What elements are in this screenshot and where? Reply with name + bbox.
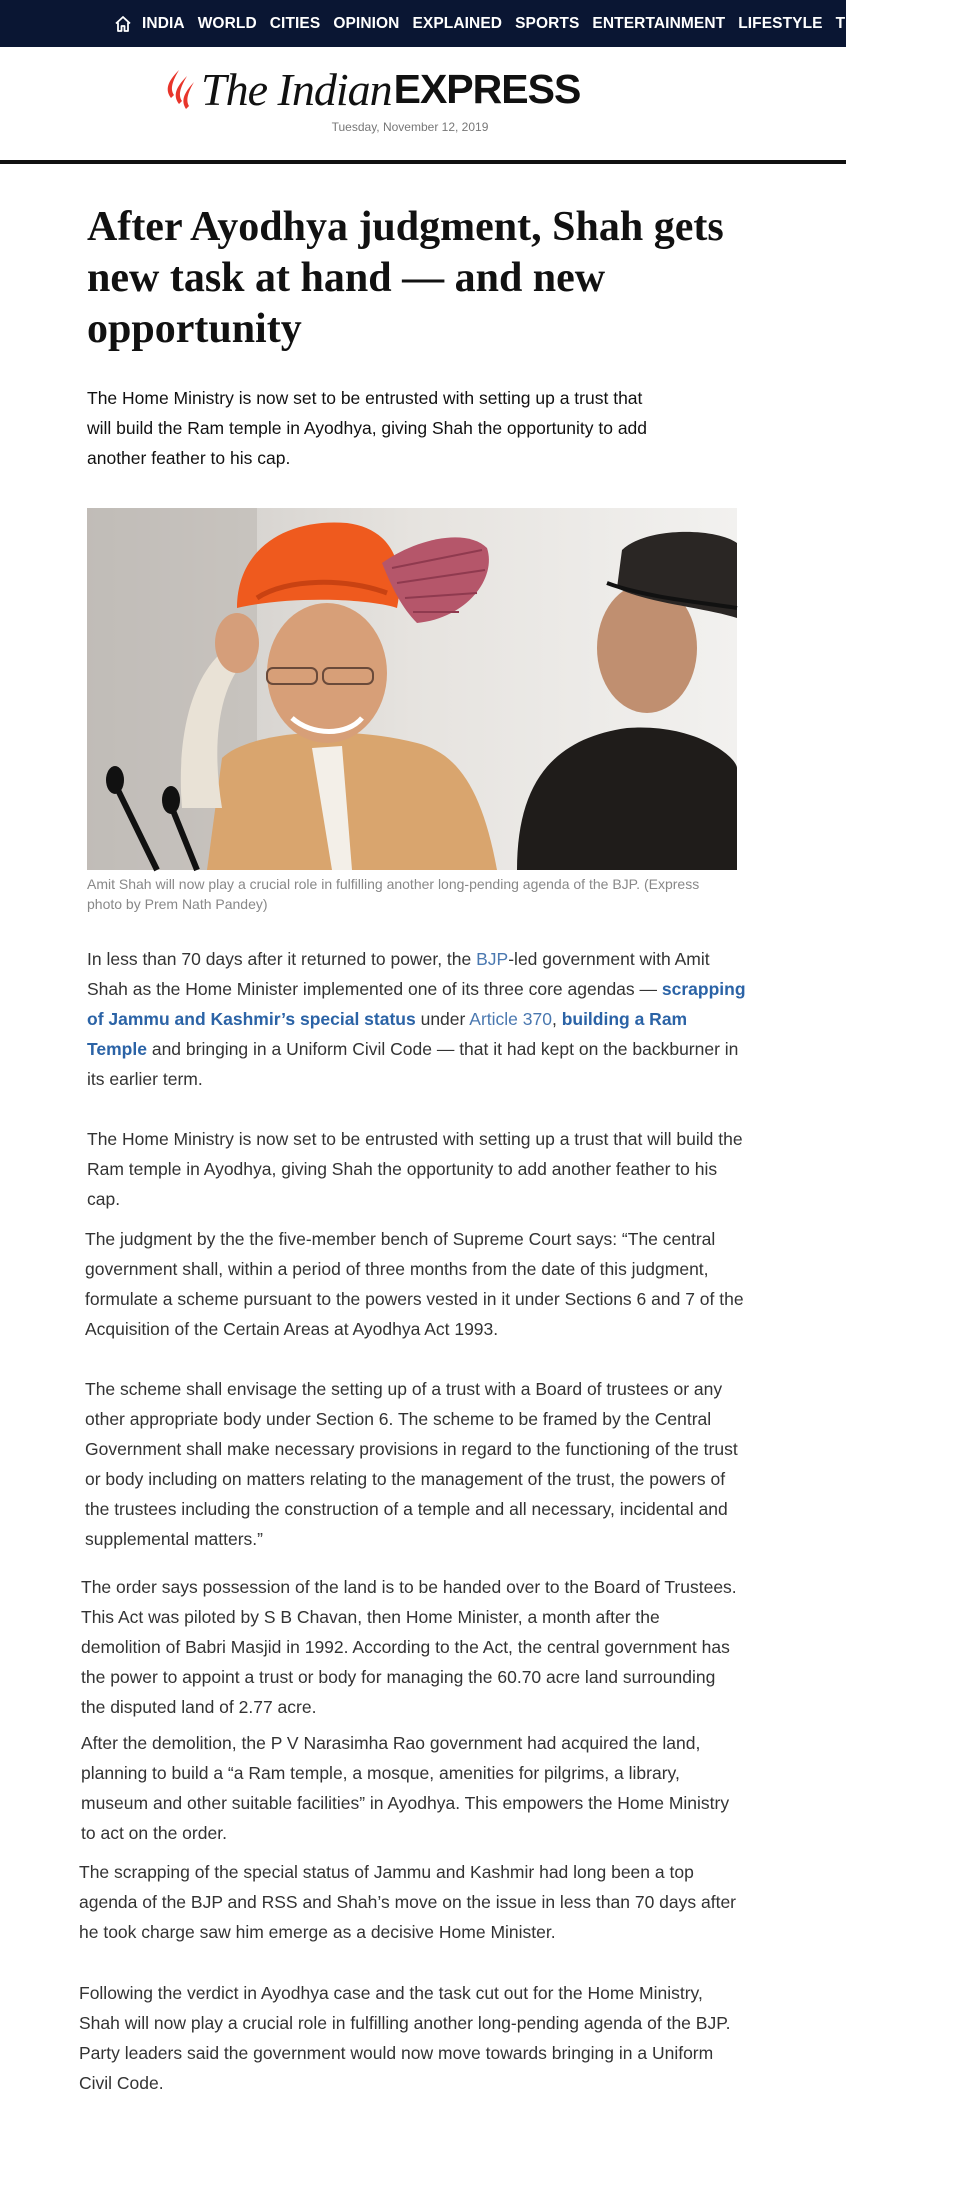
top-navigation-bar — [0, 0, 946, 47]
home-icon[interactable] — [114, 13, 132, 35]
nav-item-entertainment[interactable]: ENTERTAINMENT — [592, 14, 726, 32]
nav-item-explained[interactable]: EXPLAINED — [412, 14, 503, 32]
article-paragraph-6: After the demolition, the P V Narasimha Rao government had acquired the land, planning to build a “a Ram temple, a mosque, amenities for pilgrims, a library, museum and other suitable facilities” in Ayodhya. This empowers the Home Ministry to act on the order. — [81, 1733, 730, 1843]
logo-express: EXPRESS — [393, 66, 581, 112]
nav-item-lifestyle[interactable]: LIFESTYLE — [738, 14, 823, 32]
article-paragraph-1 — [87, 944, 747, 1094]
photo-caption: Amit Shah will now play a crucial role in fulfilling another long-pending agenda of the BJP. (Express photo by Prem Nath Pandey) — [87, 876, 700, 912]
indian-express-flame-logo-icon — [163, 68, 197, 112]
article-paragraph-2: The Home Ministry is now set to be entrusted with setting up a trust that will build the Ram temple in Ayodhya, giving Shah the opportunity to add another feather to his cap. — [87, 1129, 743, 1209]
article-paragraph-8: Following the verdict in Ayodhya case and the task cut out for the Home Ministry, Shah will now play a crucial role in fulfilling another long-pending agenda of the BJP. Party leaders said the government would now move towards bringing in a Uniform Civil Code. — [79, 1983, 731, 2093]
nav-menu — [142, 15, 959, 33]
nav-item-sports[interactable]: SPORTS — [515, 14, 580, 32]
link-article-370[interactable]: Article 370 — [469, 1009, 552, 1029]
masthead — [0, 47, 846, 164]
nav-item-cities[interactable]: CITIES — [269, 14, 321, 32]
article-headline: After Ayodhya judgment, Shah gets new task at hand — and new opportunity — [87, 204, 724, 352]
edition-date: Tuesday, November 12, 2019 — [331, 120, 489, 134]
site-logo[interactable] — [163, 63, 580, 116]
article-photo — [87, 508, 737, 870]
nav-item-opinion[interactable]: OPINION — [333, 14, 400, 32]
link-building-ram-temple[interactable]: building a Ram Temple — [87, 1009, 688, 1059]
p1-text-5: and bringing in a Uniform Civil Code — that it had kept on the backburner in its earlier term. — [87, 1039, 739, 1089]
nav-item-world[interactable]: WORLD — [197, 14, 257, 32]
nav-item-india[interactable]: INDIA — [142, 14, 185, 32]
article-paragraph-4: The scheme shall envisage the setting up of a trust with a Board of trustees or any other appropriate body under Section 6. The scheme to be framed by the Central Government shall make necessary provisions in regard to the functioning of the trust or body including on matters relating to the management of the trust, the powers of the trustees including the construction of a temple and all necessary, incidental and supplemental matters.” — [85, 1379, 738, 1549]
p1-text-1: In less than 70 days after it returned to power, the — [87, 949, 477, 969]
logo-the-indian: The Indian — [201, 64, 392, 115]
article-standfirst: The Home Ministry is now set to be entrusted with setting up a trust that will build the Ram temple in Ayodhya, giving Shah the opportunity to add another feather to his cap. — [87, 388, 648, 468]
link-bjp[interactable]: BJP — [476, 949, 509, 969]
article-paragraph-7: The scrapping of the special status of Jammu and Kashmir had long been a top agenda of the BJP and RSS and Shah’s move on the issue in less than 70 days after he took charge saw him emerge as a decisive Home Minister. — [79, 1862, 737, 1942]
p1-text-2: -led government with Amit Shah as the Home Minister implemented one of its three core agendas — — [87, 949, 710, 999]
link-scrapping-special-status[interactable]: scrapping of Jammu and Kashmir’s special status — [87, 979, 746, 1029]
p1-text-3: under — [415, 1009, 470, 1029]
p1-text-4: , — [551, 1009, 562, 1029]
nav-item-technology[interactable]: TECHNOLOGY — [835, 14, 946, 32]
article-paragraph-3: The judgment by the the five-member bench of Supreme Court says: “The central government shall, within a period of three months from the date of this judgment, formulate a scheme pursuant to the powers vested in it under Sections 6 and 7 of the Acquisition of the Certain Areas at Ayodhya Act 1993. — [85, 1229, 744, 1339]
amit-shah-saluting-image — [87, 508, 737, 870]
article-paragraph-5: The order says possession of the land is to be handed over to the Board of Trustees. This Act was piloted by S B Chavan, then Home Minister, a month after the demolition of Babri Masjid in 1992. According to the Act, the central government has the power to appoint a trust or body for managing the 60.70 acre land surrounding the disputed land of 2.77 acre. — [81, 1577, 737, 1717]
